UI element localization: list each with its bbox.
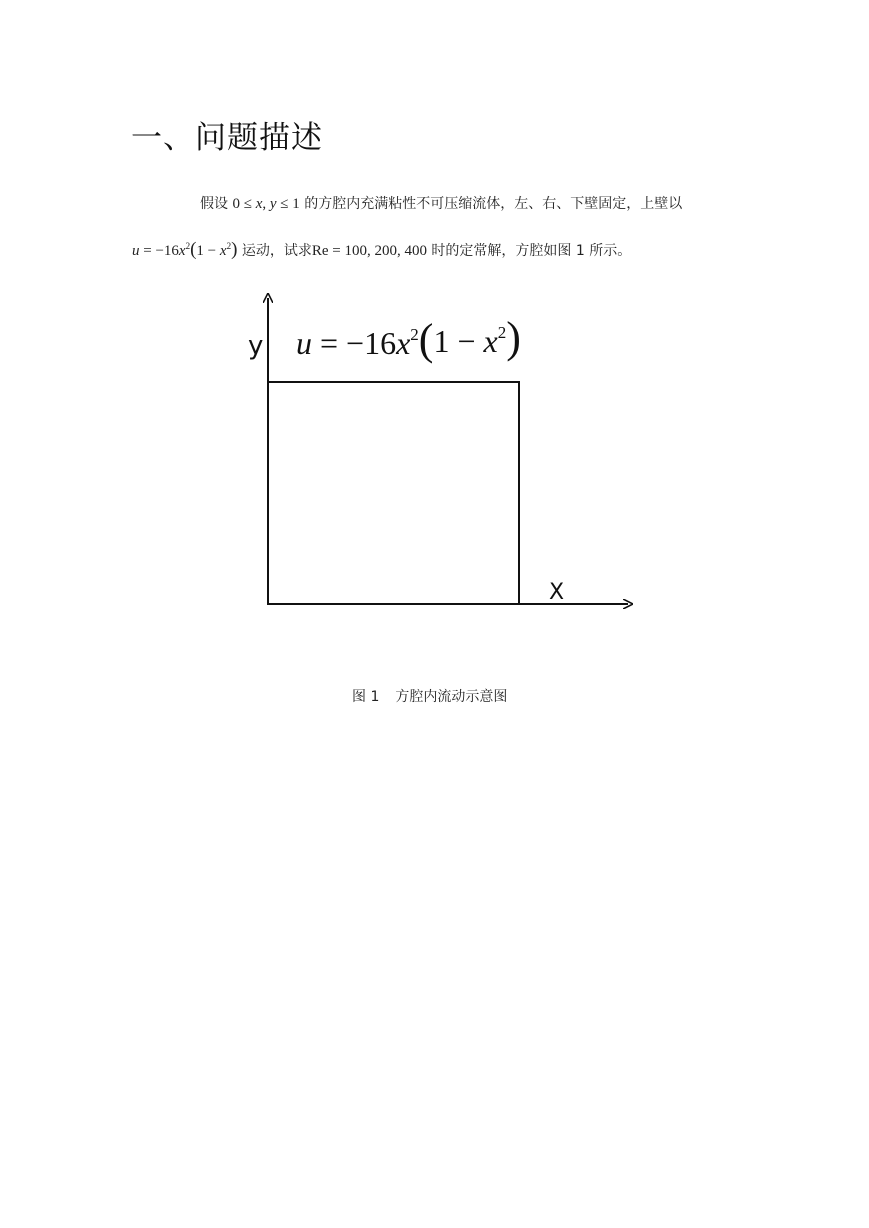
line2-text-1: 运动，试求 bbox=[241, 243, 312, 259]
paragraph-line-2 bbox=[132, 240, 631, 261]
reynolds-numbers: Re = 100, 200, 400 bbox=[311, 243, 427, 259]
line2-text-2: 时的定常解，方腔如图 bbox=[431, 243, 572, 259]
domain-condition: 0 ≤ x, y ≤ 1 bbox=[232, 196, 300, 212]
section-heading: 一、问题描述 bbox=[131, 120, 323, 156]
lid-velocity-equation: $u = -16x^2(1 - x^2)$ bbox=[296, 313, 521, 364]
line1-text: 的方腔内充满粘性不可压缩流体，左、右、下壁固定，上壁以 bbox=[304, 196, 683, 212]
paragraph-line-1 bbox=[200, 194, 682, 214]
x-axis-label: X bbox=[549, 580, 565, 605]
line2-text-3: 所示。 bbox=[589, 243, 632, 259]
caption-label: 图 1 bbox=[352, 689, 380, 705]
line1-prefix: 假设 bbox=[200, 196, 228, 212]
velocity-formula: $u = -16x^2(1 - x^2)$ bbox=[132, 239, 238, 260]
cavity-box bbox=[268, 382, 519, 604]
caption-text: 方腔内流动示意图 bbox=[395, 689, 508, 705]
y-axis-label: y bbox=[248, 331, 264, 361]
figure-reference: 1 bbox=[575, 243, 585, 259]
figure-caption bbox=[352, 686, 507, 706]
cavity-diagram bbox=[240, 286, 640, 626]
